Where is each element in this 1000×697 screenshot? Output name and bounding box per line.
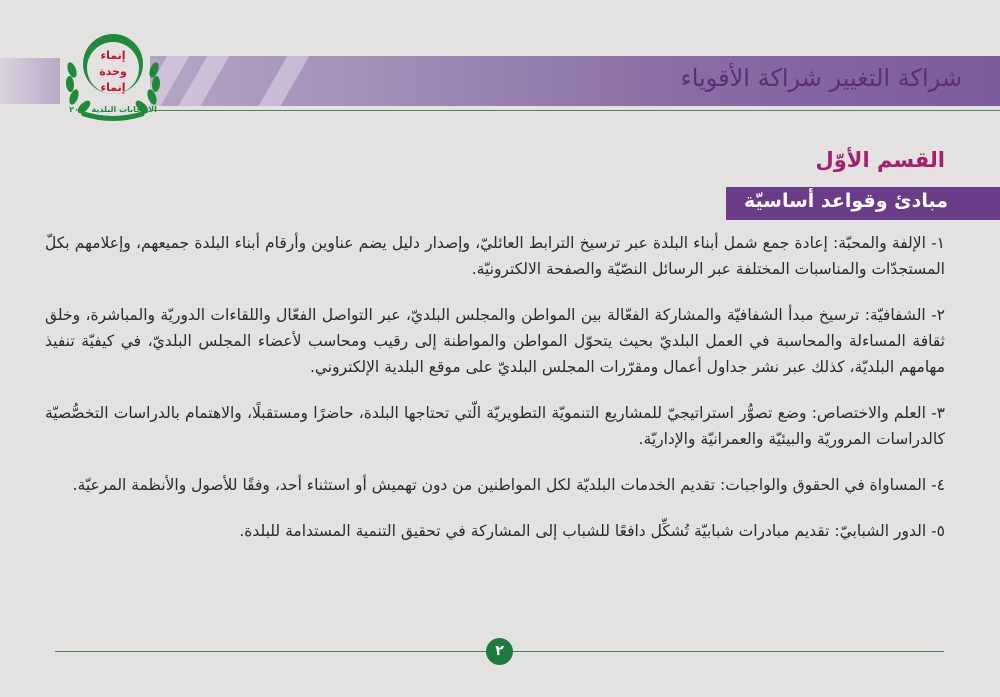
logo-line-3: إنماء [100, 81, 126, 94]
logo-line-2: وحدة [99, 65, 127, 78]
header-title: شراكة التغيير شراكة الأقوياء [680, 64, 962, 92]
logo-line-1: إنماء [100, 49, 126, 62]
logo-ribbon: الانتخابات البلدية ٢٠١٠ [69, 105, 157, 114]
principle-paragraph: ١- الإلفة والمحبّة: إعادة جمع شمل أبناء البلدة عبر ترسيخ الترابط العائليّ، وإصدار دليل يضم عناوين وأرقام أبناء البلدة جميعهم، وإعلامهم بكلّ المستجدّات والمناسبات المختلفة عبر الرسائل النصّيّة والصفحة الالكترونيّة. [45, 234, 945, 278]
municipal-elections-logo [58, 30, 168, 122]
principle-paragraph: ٢- الشفافيّة: ترسيخ مبدأ الشفافيّة والمشاركة الفعّالة بين المواطن والمجلس البلديّ، عبر التواصل الفعّال واللقاءات الدوريّة والمباشرة، وخلق ثقافة المساءلة والمحاسبة في العمل البلديّ بحيث يتحوّل المواطن والمواطنة إلى رقيب ومحاسب لأعضاء المجلس البلديّ، في كيفيّة تنفيذ مهامهم البلديّة، كذلك عبر نشر جداول أعمال ومقرّرات المجلس البلديّ على موقع البلدية الإلكتروني. [45, 306, 945, 376]
section-subtitle: مبادئ وقواعد أساسيّة [744, 190, 948, 212]
header-divider [150, 110, 1000, 111]
section-title: القسم الأوّل [815, 148, 945, 172]
header-left-strip [0, 58, 60, 104]
page-number-badge: ٢ [486, 638, 513, 665]
principle-paragraph: ٥- الدور الشبابيّ: تقديم مبادرات شبابيّة تُشكِّل دافعًا للشباب إلى المشاركة في تحقيق التنمية المستدامة للبلدة. [239, 522, 945, 540]
principles-list [45, 230, 945, 564]
principle-paragraph: ٣- العلم والاختصاص: وضع تصوُّر استراتيجيّ للمشاريع التنمويّة التطويريّة الّتي تحتاجها البلدة، حاضرًا ومستقبلًا، والاهتمام بالدراسات التخصُّصيّة كالدراسات المروريّة والبيئيّة والعمرانيّة والإداريّة. [45, 404, 945, 448]
header-stripe [247, 56, 315, 106]
principle-paragraph: ٤- المساواة في الحقوق والواجبات: تقديم الخدمات البلديّة لكل المواطنين من دون تهميش أو استثناء أحد، وفقًا للأصول والأنظمة المرعيّة. [72, 476, 945, 494]
